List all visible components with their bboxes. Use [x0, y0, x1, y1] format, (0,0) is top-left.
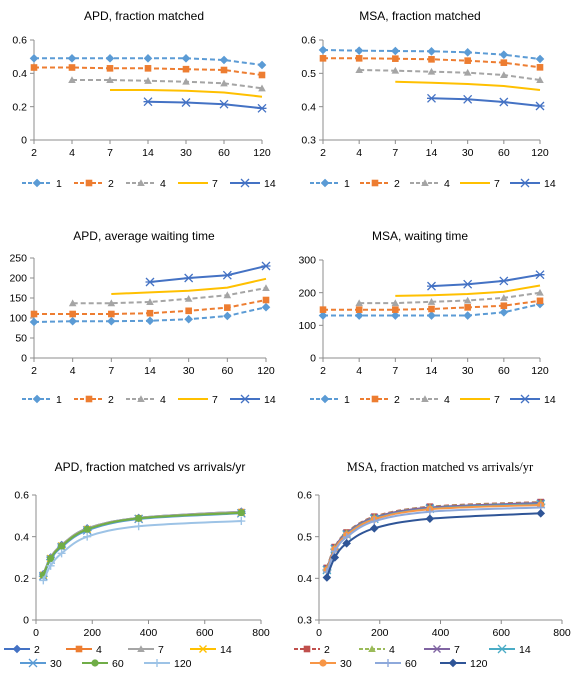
- chart-apd-fraction-vs-arrivals: [0, 448, 289, 681]
- x-tick-label: 30: [461, 147, 474, 159]
- legend-item-2: [74, 394, 114, 406]
- series-line: [432, 275, 541, 286]
- legend-label: 120: [174, 657, 192, 670]
- legend-item-14: [489, 644, 531, 656]
- y-tick-label: 200: [9, 272, 27, 285]
- data-point: [84, 526, 91, 533]
- data-point: [263, 297, 270, 304]
- series-line: [72, 80, 262, 88]
- y-tick-label: 0.6: [14, 489, 29, 502]
- y-tick-label: 0.3: [301, 134, 316, 147]
- legend-marker: [153, 659, 161, 667]
- data-point: [356, 312, 363, 319]
- data-point: [30, 318, 37, 325]
- legend-marker: [321, 395, 328, 402]
- legend-item-14: [230, 394, 276, 406]
- y-tick-label: 0.3: [297, 614, 312, 627]
- series-line: [43, 521, 241, 580]
- legend: [294, 644, 531, 670]
- legend-marker: [33, 179, 40, 186]
- legend-marker: [29, 659, 38, 667]
- data-point: [428, 312, 435, 319]
- data-point: [146, 317, 153, 324]
- data-point: [428, 306, 435, 313]
- legend-label: 2: [394, 393, 400, 406]
- data-point: [537, 510, 544, 517]
- legend-item-2: [4, 644, 40, 656]
- legend-label: 14: [264, 393, 276, 406]
- legend-marker: [372, 180, 379, 187]
- legend-item-14: [510, 178, 556, 190]
- series-line: [395, 82, 540, 90]
- chart-svg: [0, 0, 289, 205]
- x-tick-label: 60: [497, 147, 510, 159]
- series-line: [110, 90, 262, 97]
- x-tick-label: 4: [69, 365, 76, 377]
- legend-marker: [449, 659, 456, 666]
- legend-marker: [33, 395, 40, 402]
- legend-label: 7: [212, 177, 218, 190]
- data-point: [500, 51, 507, 58]
- legend: [22, 394, 276, 406]
- data-point: [145, 65, 152, 72]
- legend-item-4: [410, 394, 450, 406]
- chart-title: MSA, fraction matched vs arrivals/yr: [346, 460, 534, 474]
- x-tick-label: 200: [370, 627, 389, 639]
- legend-item-7: [460, 178, 500, 190]
- chart-svg: [0, 220, 289, 435]
- chart-apd-average-waiting-time: [0, 220, 289, 435]
- data-point: [536, 271, 545, 279]
- legend-marker: [86, 396, 93, 403]
- data-point: [320, 55, 327, 62]
- legend-item-4: [126, 178, 166, 190]
- x-tick-label: 60: [497, 365, 510, 377]
- data-point: [537, 64, 544, 71]
- legend-marker: [86, 180, 93, 187]
- series-line: [432, 98, 541, 106]
- y-tick-label: 50: [15, 332, 27, 345]
- data-point: [220, 100, 229, 108]
- data-point: [258, 61, 265, 68]
- legend-item-7: [460, 394, 500, 406]
- data-point: [237, 517, 245, 525]
- legend-label: 2: [324, 643, 330, 656]
- series-line: [43, 512, 241, 575]
- data-point: [463, 95, 472, 103]
- x-tick-label: 14: [425, 147, 438, 159]
- legend-marker: [13, 645, 20, 652]
- x-tick-label: 400: [431, 627, 450, 639]
- y-tick-label: 0: [23, 614, 29, 627]
- series-4: [355, 66, 543, 83]
- chart-msa-fraction-matched: [290, 0, 579, 205]
- data-point: [464, 57, 471, 64]
- legend-item-7: [178, 178, 218, 190]
- data-point: [31, 311, 38, 318]
- chart-title: APD, fraction matched vs arrivals/yr: [54, 460, 246, 474]
- x-tick-label: 120: [531, 147, 549, 159]
- data-point: [320, 306, 327, 313]
- series-line: [43, 512, 241, 575]
- legend-marker: [91, 659, 98, 666]
- x-tick-label: 600: [492, 627, 511, 639]
- data-point: [182, 55, 189, 62]
- legend-label: 14: [544, 393, 556, 406]
- x-tick-label: 7: [392, 365, 399, 377]
- legend-marker: [372, 396, 379, 403]
- legend-label: 4: [160, 177, 166, 190]
- data-point: [135, 515, 142, 522]
- series-7: [110, 90, 262, 97]
- y-tick-label: 0.2: [14, 572, 29, 585]
- legend-label: 14: [519, 643, 531, 656]
- chart-svg: [290, 220, 579, 435]
- x-tick-label: 60: [221, 365, 234, 377]
- legend-item-30: [20, 658, 62, 670]
- data-point: [69, 311, 76, 318]
- legend-item-14: [190, 644, 232, 656]
- x-tick-label: 4: [356, 365, 363, 377]
- chart-title: APD, average waiting time: [73, 229, 215, 243]
- data-point: [319, 312, 326, 319]
- chart-svg: [0, 448, 289, 681]
- data-point: [259, 72, 266, 79]
- legend-label: 30: [340, 657, 352, 670]
- y-tick-label: 0.6: [12, 34, 27, 47]
- data-point: [426, 515, 433, 522]
- legend-item-4: [126, 394, 166, 406]
- data-point: [501, 59, 508, 66]
- series-14: [144, 98, 267, 113]
- data-point: [356, 55, 363, 62]
- legend-item-120: [440, 658, 488, 670]
- data-point: [185, 308, 192, 315]
- data-point: [147, 310, 154, 317]
- legend-label: 2: [108, 393, 114, 406]
- x-tick-label: 2: [31, 365, 37, 377]
- legend-label: 1: [56, 177, 62, 190]
- legend-label: 4: [96, 643, 102, 656]
- y-tick-label: 150: [9, 292, 27, 305]
- x-tick-label: 2: [31, 147, 37, 159]
- x-tick-label: 30: [461, 365, 474, 377]
- legend-item-4: [410, 178, 450, 190]
- series-2: [31, 64, 266, 78]
- series-14: [427, 94, 545, 110]
- data-point: [144, 98, 153, 106]
- legend: [22, 178, 276, 190]
- data-point: [184, 274, 193, 282]
- data-point: [371, 525, 378, 532]
- series-120: [323, 510, 544, 581]
- x-tick-label: 4: [356, 147, 363, 159]
- legend-label: 120: [470, 657, 488, 670]
- y-tick-label: 250: [9, 252, 27, 265]
- legend-label: 1: [344, 393, 350, 406]
- legend-item-4: [359, 644, 395, 656]
- data-point: [258, 104, 267, 112]
- data-point: [499, 277, 508, 285]
- legend-item-7: [424, 644, 460, 656]
- data-point: [220, 56, 227, 63]
- data-point: [392, 47, 399, 54]
- data-point: [319, 46, 326, 53]
- y-tick-label: 0.4: [301, 101, 316, 114]
- chart-title: MSA, waiting time: [371, 229, 469, 243]
- legend-item-2: [360, 394, 400, 406]
- series-line: [73, 288, 266, 303]
- data-point: [31, 64, 38, 71]
- series-30: [39, 509, 246, 580]
- chart-svg: [290, 448, 579, 681]
- legend-item-14: [510, 394, 556, 406]
- y-tick-label: 0.2: [12, 101, 27, 114]
- series-line: [148, 102, 262, 109]
- data-point: [427, 94, 436, 102]
- data-point: [356, 306, 363, 313]
- legend-label: 4: [444, 177, 450, 190]
- data-point: [464, 312, 471, 319]
- x-tick-label: 30: [180, 147, 192, 159]
- y-tick-label: 0.5: [301, 67, 316, 80]
- x-tick-label: 14: [142, 147, 154, 159]
- data-point: [135, 522, 143, 530]
- x-tick-label: 14: [144, 365, 156, 377]
- legend-item-14: [230, 178, 276, 190]
- y-tick-label: 0.4: [12, 67, 27, 80]
- legend-label: 60: [112, 657, 124, 670]
- legend-marker: [498, 645, 507, 653]
- data-point: [464, 49, 471, 56]
- data-point: [223, 271, 232, 279]
- chart-apd-fraction-matched: [0, 0, 289, 205]
- legend-marker: [321, 179, 328, 186]
- data-point: [30, 55, 37, 62]
- data-point: [356, 47, 363, 54]
- series-120: [39, 517, 245, 584]
- x-tick-label: 30: [182, 365, 195, 377]
- data-point: [238, 509, 245, 516]
- x-tick-label: 7: [108, 365, 115, 377]
- data-point: [428, 56, 435, 63]
- legend-item-1: [310, 178, 350, 190]
- legend-item-1: [22, 178, 62, 190]
- legend-label: 1: [56, 393, 62, 406]
- legend-label: 7: [454, 643, 460, 656]
- legend-label: 14: [264, 177, 276, 190]
- data-point: [428, 48, 435, 55]
- series-4: [69, 284, 270, 306]
- y-tick-label: 300: [298, 254, 316, 267]
- legend-item-2: [360, 178, 400, 190]
- legend-marker: [384, 659, 392, 667]
- y-tick-label: 0.4: [297, 572, 312, 585]
- legend: [4, 644, 232, 670]
- series-line: [395, 286, 540, 296]
- chart-title: APD, fraction matched: [83, 9, 205, 23]
- data-point: [58, 542, 65, 549]
- y-tick-label: 0: [21, 352, 27, 365]
- legend-label: 2: [108, 177, 114, 190]
- legend-item-4: [66, 644, 102, 656]
- data-point: [106, 55, 113, 62]
- data-point: [262, 304, 269, 311]
- legend-label: 14: [220, 643, 232, 656]
- data-point: [224, 304, 231, 311]
- y-tick-label: 100: [9, 312, 27, 325]
- x-tick-label: 7: [392, 147, 399, 159]
- data-point: [262, 284, 270, 291]
- data-point: [69, 64, 76, 71]
- series-line: [327, 508, 541, 573]
- x-tick-label: 0: [33, 627, 39, 639]
- data-point: [392, 306, 399, 313]
- x-tick-label: 800: [553, 627, 571, 639]
- data-point: [221, 67, 228, 74]
- data-point: [146, 278, 155, 286]
- y-tick-label: 0: [21, 134, 27, 147]
- legend-label: 1: [344, 177, 350, 190]
- series-line: [359, 70, 540, 80]
- legend: [310, 178, 556, 190]
- legend-marker: [241, 179, 250, 187]
- legend-label: 4: [444, 393, 450, 406]
- x-tick-label: 60: [218, 147, 230, 159]
- legend-label: 30: [50, 657, 62, 670]
- data-point: [185, 316, 192, 323]
- data-point: [536, 55, 543, 62]
- data-point: [536, 102, 545, 110]
- y-tick-label: 0.4: [14, 531, 29, 544]
- y-tick-label: 100: [298, 319, 316, 332]
- legend-label: 2: [34, 643, 40, 656]
- series-7: [395, 286, 540, 296]
- chart-msa-fraction-vs-arrivals: [290, 448, 579, 681]
- data-point: [323, 574, 330, 581]
- legend-label: 14: [544, 177, 556, 190]
- data-point: [427, 282, 436, 290]
- chart-svg: [290, 0, 579, 205]
- legend-label: 7: [494, 393, 500, 406]
- legend-item-2: [294, 644, 330, 656]
- data-point: [537, 298, 544, 305]
- y-tick-label: 200: [298, 287, 316, 300]
- legend-marker: [304, 646, 311, 653]
- x-tick-label: 400: [139, 627, 158, 639]
- data-point: [500, 309, 507, 316]
- data-point: [463, 280, 472, 288]
- legend-marker: [521, 395, 530, 403]
- x-tick-label: 120: [257, 365, 275, 377]
- legend-item-60: [375, 658, 417, 670]
- series-line: [150, 266, 266, 282]
- legend-label: 7: [212, 393, 218, 406]
- legend-item-120: [144, 658, 192, 670]
- legend-label: 7: [158, 643, 164, 656]
- x-tick-label: 120: [531, 365, 549, 377]
- y-tick-label: 0.6: [297, 489, 312, 502]
- legend-marker: [319, 659, 326, 666]
- data-point: [183, 66, 190, 73]
- x-tick-label: 600: [195, 627, 214, 639]
- data-point: [144, 55, 151, 62]
- x-tick-label: 4: [69, 147, 75, 159]
- data-point: [68, 55, 75, 62]
- data-point: [464, 304, 471, 311]
- data-point: [108, 311, 115, 318]
- legend-item-7: [178, 394, 218, 406]
- data-point: [182, 99, 191, 107]
- y-tick-label: 0.6: [301, 34, 316, 47]
- data-point: [69, 318, 76, 325]
- data-point: [501, 302, 508, 309]
- legend: [310, 394, 556, 406]
- x-tick-label: 800: [252, 627, 270, 639]
- x-tick-label: 2: [320, 147, 326, 159]
- legend-label: 7: [494, 177, 500, 190]
- legend-item-7: [128, 644, 164, 656]
- legend-item-2: [74, 178, 114, 190]
- data-point: [262, 262, 271, 270]
- chart-title: MSA, fraction matched: [359, 9, 481, 23]
- series-7: [395, 82, 540, 90]
- legend-marker: [76, 646, 83, 653]
- x-tick-label: 0: [316, 627, 322, 639]
- x-tick-label: 2: [320, 365, 326, 377]
- series-4: [68, 76, 266, 91]
- data-point: [392, 312, 399, 319]
- x-tick-label: 200: [83, 627, 102, 639]
- legend-label: 4: [389, 643, 395, 656]
- chart-msa-waiting-time: [290, 220, 579, 435]
- x-tick-label: 14: [425, 365, 438, 377]
- legend-item-1: [22, 394, 62, 406]
- series-14: [40, 509, 245, 578]
- y-tick-label: 0: [310, 352, 316, 365]
- legend-marker: [521, 179, 530, 187]
- legend-label: 4: [160, 393, 166, 406]
- legend-item-60: [82, 658, 124, 670]
- y-tick-label: 0.5: [297, 531, 312, 544]
- data-point: [392, 55, 399, 62]
- data-point: [224, 312, 231, 319]
- legend-label: 60: [405, 657, 417, 670]
- legend-marker: [241, 395, 250, 403]
- x-tick-label: 120: [253, 147, 271, 159]
- data-point: [108, 318, 115, 325]
- legend-label: 2: [394, 177, 400, 190]
- x-tick-label: 7: [107, 147, 113, 159]
- data-point: [499, 98, 508, 106]
- legend-item-1: [310, 394, 350, 406]
- data-point: [107, 65, 114, 72]
- legend-item-30: [310, 658, 352, 670]
